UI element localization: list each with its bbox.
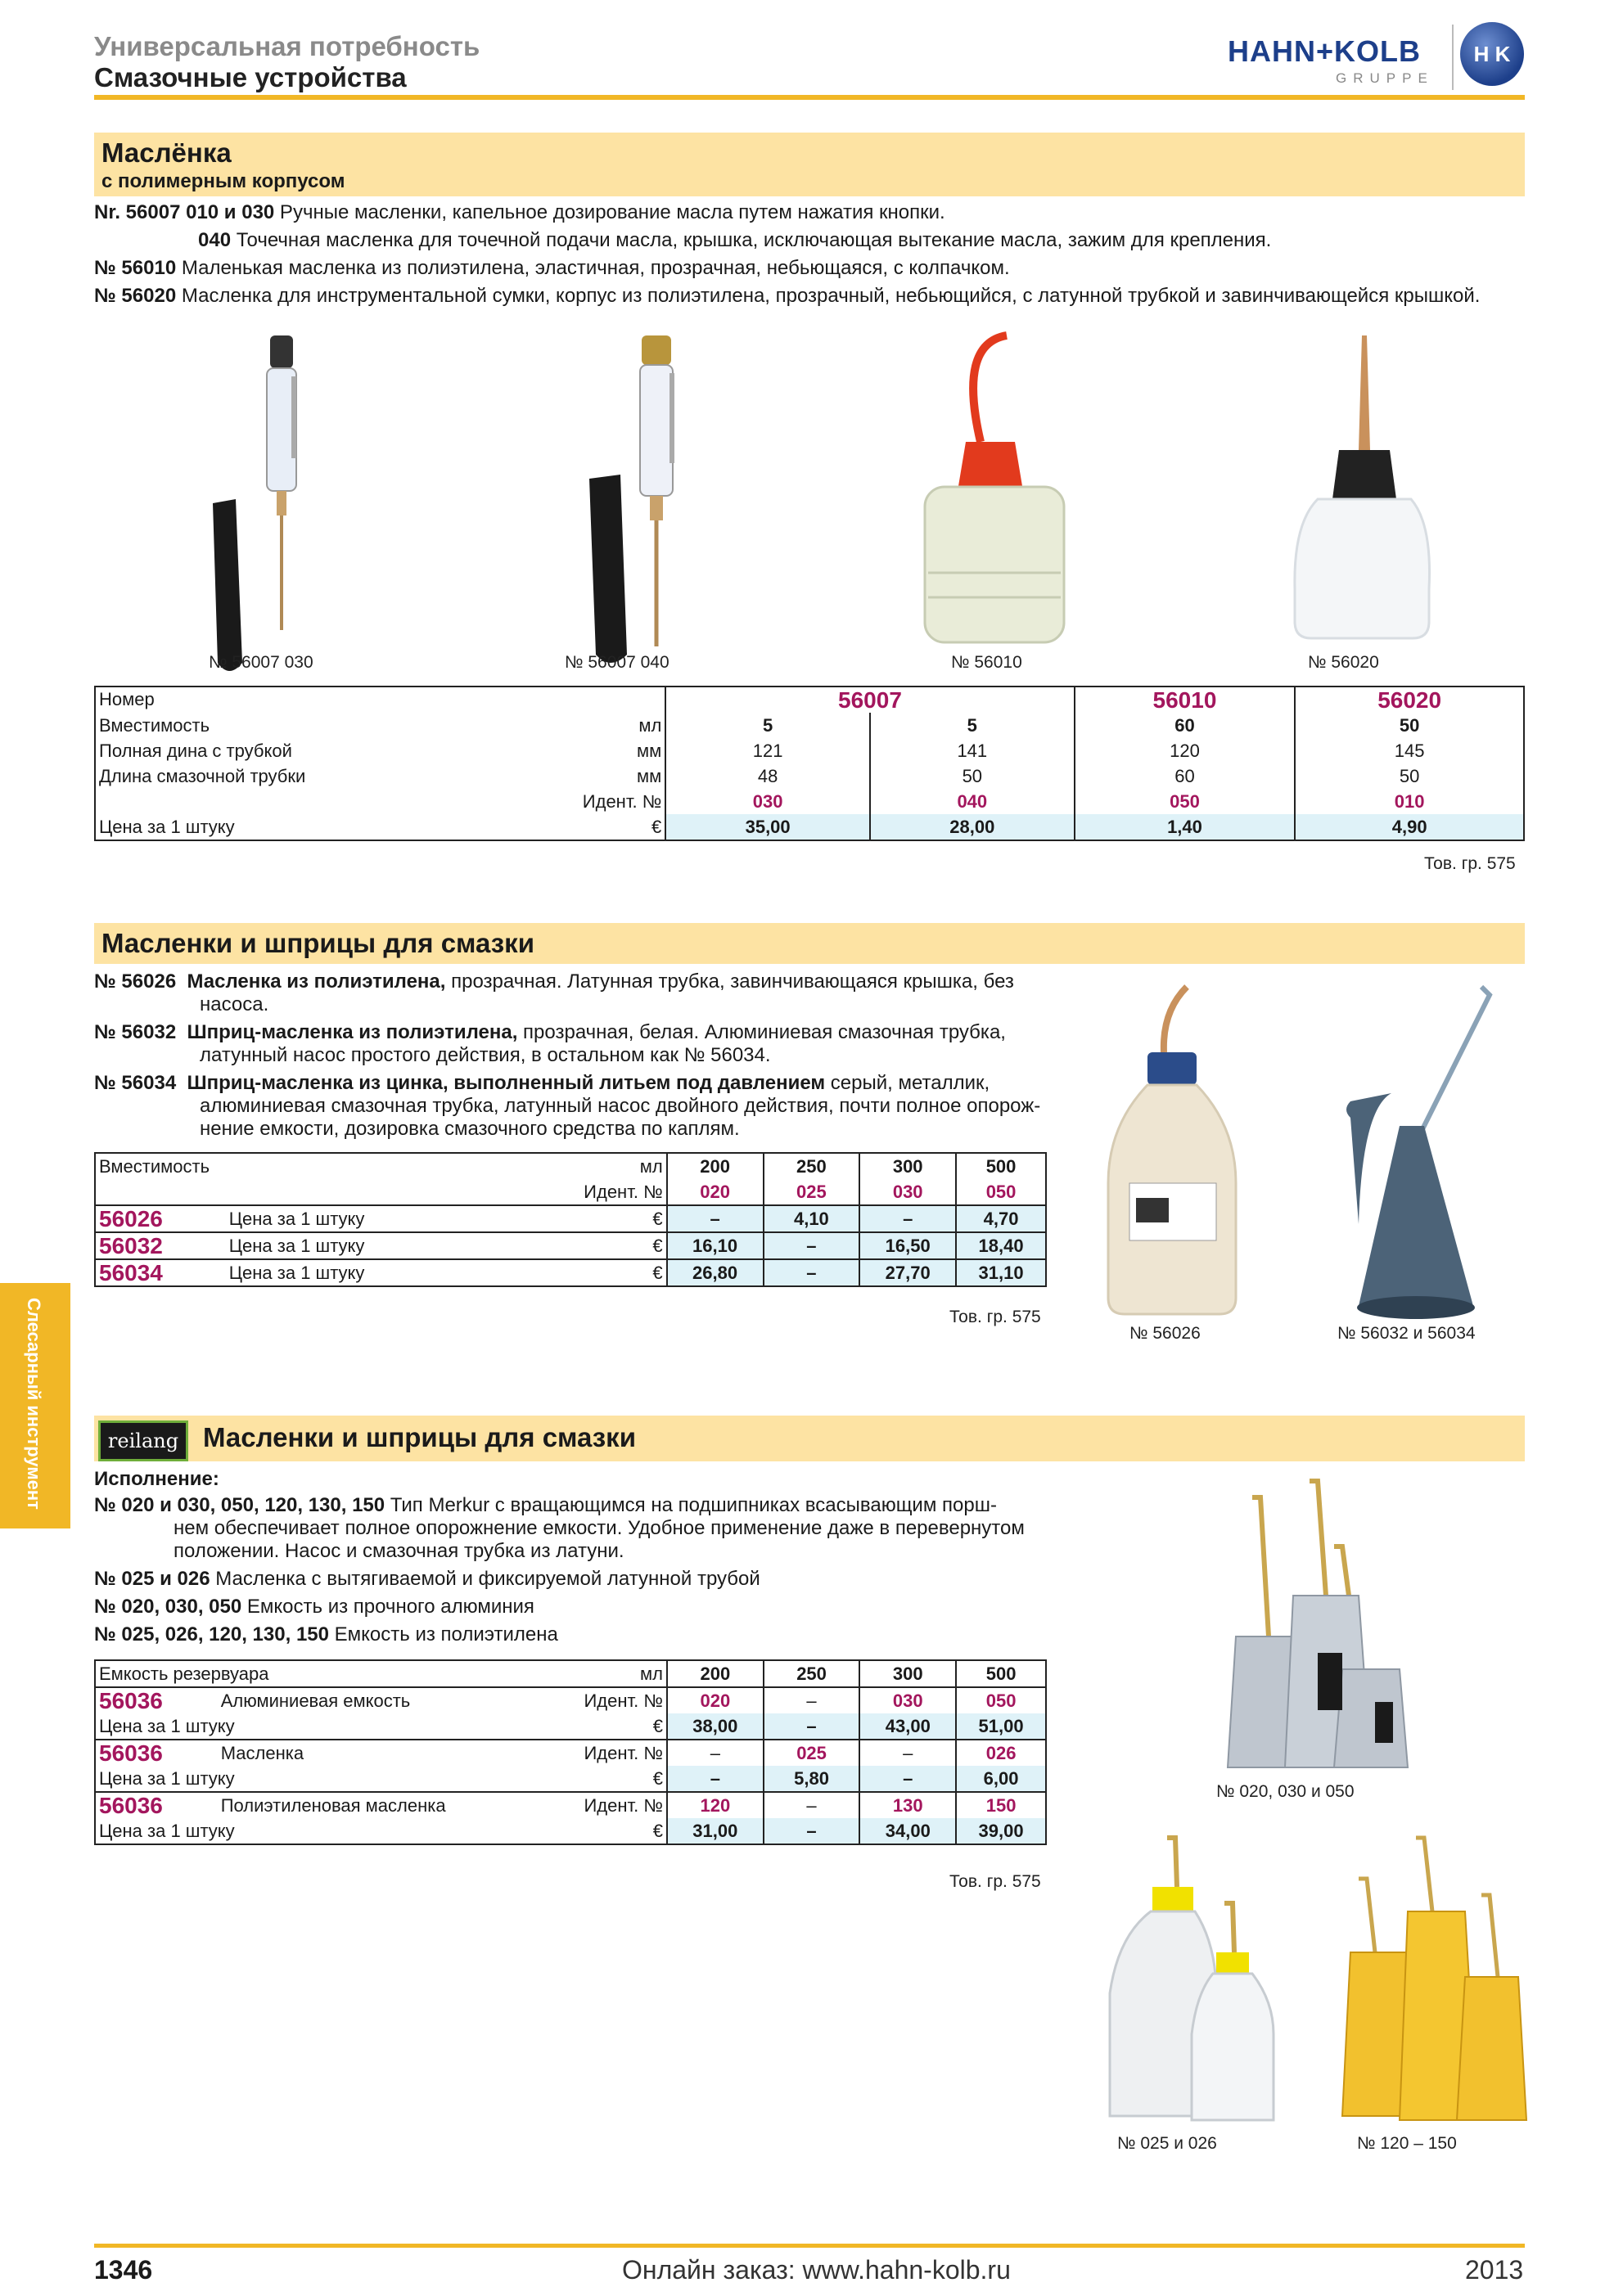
table-row — [95, 1259, 1046, 1286]
oiler-56007-030-image — [196, 327, 360, 687]
image-caption: № 56026 — [1129, 1324, 1201, 1343]
section2-line: латунный насос простого действия, в остальном как № 56034. — [200, 1044, 771, 1066]
aluminium-oilers-image — [1195, 1473, 1465, 1784]
price-cell: 28,00 — [870, 814, 1075, 840]
capacity-label: Емкость резервуара — [99, 1663, 269, 1684]
logo-divider — [1452, 25, 1454, 90]
size-cell: 250 — [764, 1153, 860, 1179]
size-cell: 200 — [667, 1660, 764, 1687]
price-cell: – — [764, 1259, 860, 1286]
size-cell: 250 — [764, 1660, 860, 1687]
section2-line: нение емкости, дозировка смазочного средства по каплям. — [200, 1118, 740, 1140]
price-cell: 35,00 — [665, 814, 870, 840]
capacity-label: Вместимость — [99, 1156, 210, 1177]
price-cell: – — [859, 1766, 956, 1792]
row-unit: мм — [637, 766, 662, 786]
price-label: Цена за 1 штуку — [99, 817, 235, 837]
price-cell: 16,10 — [667, 1232, 764, 1259]
page-number: 1346 — [94, 2255, 153, 2285]
product-name: Алюминиевая емкость — [220, 1690, 411, 1711]
section3-line: № 020 и 030, 050, 120, 130, 150 Тип Merkur с вращающимся на подшипниках всасывающим порш- — [94, 1494, 997, 1516]
online-order-link[interactable]: Онлайн заказ: www.hahn-kolb.ru — [622, 2255, 1011, 2285]
product-code: 56036 — [99, 1793, 163, 1818]
oiler-56007-040-image — [557, 327, 720, 687]
table-row — [95, 1205, 1046, 1232]
currency: € — [651, 817, 662, 837]
section2-line: № 56026 Масленка из полиэтилена, прозрачная. Латунная трубка, завинчивающаяся крышка, без — [94, 970, 1014, 993]
price-label: Цена за 1 штуку — [99, 1768, 235, 1789]
product-group-note: Тов. гр. 575 — [949, 1872, 1041, 1891]
table-row — [95, 713, 1524, 738]
image-caption: № 56020 — [1308, 653, 1379, 672]
ident-code[interactable]: 050 — [956, 1687, 1046, 1713]
table-cell: 50 — [1295, 763, 1524, 789]
ident-code[interactable]: 150 — [956, 1792, 1046, 1818]
unit: мл — [639, 1663, 663, 1684]
table-header-row — [95, 1153, 1046, 1179]
oiler-56010-image — [908, 327, 1089, 671]
price-cell: 4,70 — [956, 1205, 1046, 1232]
brand-logo-text: HAHN+KOLB — [1228, 34, 1422, 68]
section1-line: № 56020 Масленка для инструментальной сумки, корпус из полиэтилена, прозрачный, небьющийся, с латунной трубкой и завинчивающейся крышкой. — [94, 285, 1481, 307]
table-cell: 48 — [665, 763, 870, 789]
table-cell: 60 — [1075, 763, 1296, 789]
image-caption: № 56010 — [951, 653, 1022, 672]
table-price-row — [95, 1818, 1046, 1844]
ident-code: – — [859, 1740, 956, 1766]
price-cell: 26,80 — [667, 1259, 764, 1286]
ident-code: – — [667, 1740, 764, 1766]
ident-code: – — [764, 1687, 860, 1713]
row-label: Полная дина с трубкой — [99, 741, 292, 761]
price-label: Цена за 1 штуку — [99, 1821, 235, 1841]
currency: € — [652, 1768, 663, 1789]
ident-code[interactable]: 020 — [667, 1687, 764, 1713]
price-cell: – — [764, 1818, 860, 1844]
header-rule — [94, 95, 1525, 100]
section1-line: 040 Точечная масленка для точечной подачи масла, крышка, исключающая вытекание масла, зажим для крепления. — [198, 229, 1272, 251]
brand-logo-icon: H K — [1460, 22, 1524, 86]
table-cell: 5 — [665, 713, 870, 738]
price-cell: 43,00 — [859, 1713, 956, 1740]
price-cell: – — [667, 1205, 764, 1232]
row-unit: мм — [637, 741, 662, 761]
table-header-row — [95, 687, 1524, 713]
spec-table-syringes — [94, 1152, 1047, 1287]
price-cell: 34,00 — [859, 1818, 956, 1844]
ident-code[interactable]: 130 — [859, 1792, 956, 1818]
table-price-row — [95, 814, 1524, 840]
price-cell: 51,00 — [956, 1713, 1046, 1740]
section3-line: положении. Насос и смазочная трубка из латуни. — [174, 1540, 624, 1562]
product-group-note: Тов. гр. 575 — [949, 1308, 1041, 1326]
price-cell: 6,00 — [956, 1766, 1046, 1792]
price-cell: 4,90 — [1295, 814, 1524, 840]
table-row — [95, 763, 1524, 789]
section1-line: № 56010 Маленькая масленка из полиэтилена, эластичная, прозрачная, небьющаяся, с колпачком. — [94, 257, 1010, 279]
category-title: Универсальная потребность — [94, 31, 480, 61]
section3-line: нем обеспечивает полное опорожнение емкости. Удобное применение даже в перевернутом — [174, 1517, 1025, 1539]
oiler-56026-image — [1097, 979, 1252, 1322]
currency: € — [652, 1236, 663, 1256]
table-row — [95, 738, 1524, 763]
price-label: Цена за 1 штуку — [228, 1236, 365, 1256]
table-ident-row — [95, 1179, 1046, 1205]
image-caption: № 56007 040 — [565, 653, 669, 672]
price-cell: 4,10 — [764, 1205, 860, 1232]
price-cell: 5,80 — [764, 1766, 860, 1792]
price-cell: – — [859, 1205, 956, 1232]
price-cell: 18,40 — [956, 1232, 1046, 1259]
price-cell: 38,00 — [667, 1713, 764, 1740]
reilang-brand-logo: reilang — [98, 1420, 188, 1461]
ident-code[interactable]: 010 — [1295, 789, 1524, 814]
table-cell: 50 — [870, 763, 1075, 789]
section1-subtitle: с полимерным корпусом — [101, 170, 345, 192]
price-cell: – — [764, 1232, 860, 1259]
ident-code[interactable]: 120 — [667, 1792, 764, 1818]
ident-label: Идент. № — [584, 1690, 663, 1711]
currency: € — [652, 1821, 663, 1841]
section1-title: Маслёнка — [101, 137, 232, 168]
image-caption: № 025 и 026 — [1117, 2134, 1217, 2153]
price-cell: 1,40 — [1075, 814, 1296, 840]
image-caption: № 020, 030 и 050 — [1216, 1782, 1355, 1801]
price-cell: 39,00 — [956, 1818, 1046, 1844]
unit: мл — [639, 1156, 663, 1177]
currency: € — [652, 1209, 663, 1229]
ident-label: Идент. № — [584, 1795, 663, 1816]
row-label: Вместимость — [99, 715, 210, 736]
table-group-code: 56010 — [1075, 687, 1296, 713]
brand-logo-gruppe: GRUPPE — [1336, 70, 1434, 86]
row-unit: мл — [638, 715, 662, 736]
currency: € — [652, 1263, 663, 1283]
table-cell: 145 — [1295, 738, 1524, 763]
footer-rule — [94, 2244, 1525, 2248]
price-cell: 31,00 — [667, 1818, 764, 1844]
product-name: Полиэтиленовая масленка — [220, 1795, 446, 1816]
table-ident-row — [95, 1687, 1046, 1713]
ident-label: Идент. № — [582, 791, 662, 812]
table-price-row — [95, 1766, 1046, 1792]
table-row — [95, 1232, 1046, 1259]
table-header-label: Номер — [99, 689, 155, 709]
table-cell: 60 — [1075, 713, 1296, 738]
section2-line: алюминиевая смазочная трубка, латунный насос двойного действия, почти полное опорож- — [200, 1095, 1041, 1117]
size-cell: 200 — [667, 1153, 764, 1179]
product-code: 56034 — [99, 1260, 163, 1285]
table-ident-row — [95, 1740, 1046, 1766]
price-label: Цена за 1 штуку — [228, 1209, 365, 1229]
section3-title: Масленки и шприцы для смазки — [203, 1422, 636, 1452]
size-cell: 300 — [859, 1153, 956, 1179]
size-cell: 500 — [956, 1660, 1046, 1687]
ident-code[interactable]: 020 — [667, 1179, 764, 1205]
table-cell: 5 — [870, 713, 1075, 738]
table-ident-row — [95, 1792, 1046, 1818]
ident-code[interactable]: 030 — [859, 1687, 956, 1713]
section3-line: № 025 и 026 Масленка с вытягиваемой и фиксируемой латунной трубой — [94, 1568, 760, 1590]
size-cell: 300 — [859, 1660, 956, 1687]
side-tab-label: Слесарный инструмент — [24, 1298, 44, 1510]
product-name: Масленка — [220, 1743, 304, 1763]
spec-table-reilang — [94, 1659, 1047, 1845]
price-cell: 27,70 — [859, 1259, 956, 1286]
ident-code[interactable]: 050 — [1075, 789, 1296, 814]
product-code: 56036 — [99, 1688, 163, 1713]
product-code: 56026 — [99, 1206, 163, 1231]
section2-line: насоса. — [200, 993, 269, 1015]
side-tab[interactable] — [0, 1283, 70, 1528]
section3-line: № 025, 026, 120, 130, 150 Емкость из полиэтилена — [94, 1623, 558, 1645]
section2-line: № 56032 Шприц-масленка из полиэтилена, прозрачная, белая. Алюминиевая смазочная трубка, — [94, 1021, 1006, 1043]
ident-code: – — [764, 1792, 860, 1818]
price-cell: – — [667, 1766, 764, 1792]
product-code: 56036 — [99, 1740, 163, 1766]
catalog-year: 2013 — [1465, 2255, 1524, 2285]
ident-label: Идент. № — [584, 1743, 663, 1763]
table-price-row — [95, 1713, 1046, 1740]
image-caption: № 120 – 150 — [1357, 2134, 1457, 2153]
table-header-row — [95, 1660, 1046, 1687]
section3-heading: Исполнение: — [94, 1468, 219, 1490]
section2-title: Масленки и шприцы для смазки — [101, 928, 534, 958]
ident-code[interactable]: 025 — [764, 1740, 860, 1766]
table-group-code: 56007 — [665, 687, 1074, 713]
currency: € — [652, 1716, 663, 1736]
price-label: Цена за 1 штуку — [99, 1716, 235, 1736]
product-group-note: Тов. гр. 575 — [1424, 854, 1516, 873]
table-cell: 50 — [1295, 713, 1524, 738]
ident-code[interactable]: 025 — [764, 1179, 860, 1205]
ident-code[interactable]: 026 — [956, 1740, 1046, 1766]
size-cell: 500 — [956, 1153, 1046, 1179]
image-caption: № 56007 030 — [209, 653, 313, 672]
ident-label: Идент. № — [584, 1182, 663, 1202]
oiler-56020-image — [1269, 327, 1449, 671]
table-group-code: 56020 — [1295, 687, 1524, 713]
table-cell: 141 — [870, 738, 1075, 763]
yellow-oilers-image — [1326, 1830, 1539, 2132]
price-label: Цена за 1 штуку — [228, 1263, 365, 1283]
table-cell: 121 — [665, 738, 870, 763]
section3-line: № 020, 030, 050 Емкость из прочного алюминия — [94, 1596, 534, 1618]
price-cell: 31,10 — [956, 1259, 1046, 1286]
oiler-56032-56034-image — [1326, 979, 1506, 1322]
row-label: Длина смазочной трубки — [99, 766, 306, 786]
ident-code[interactable]: 040 — [870, 789, 1075, 814]
section2-line: № 56034 Шприц-масленка из цинка, выполненный литьем под давлением серый, металлик, — [94, 1072, 990, 1094]
ident-code[interactable]: 030 — [665, 789, 870, 814]
spec-table-oilers — [94, 686, 1525, 841]
subcategory-title: Смазочные устройства — [94, 62, 407, 92]
price-cell: 16,50 — [859, 1232, 956, 1259]
ident-code[interactable]: 050 — [956, 1179, 1046, 1205]
section1-line: Nr. 56007 010 и 030 Ручные масленки, капельное дозирование масла путем нажатия кнопки. — [94, 201, 945, 223]
price-cell: – — [764, 1713, 860, 1740]
image-caption: № 56032 и 56034 — [1337, 1324, 1476, 1343]
table-cell: 120 — [1075, 738, 1296, 763]
table-ident-row — [95, 789, 1524, 814]
product-code: 56032 — [99, 1233, 163, 1258]
pe-oilers-image — [1093, 1830, 1331, 2132]
ident-code[interactable]: 030 — [859, 1179, 956, 1205]
